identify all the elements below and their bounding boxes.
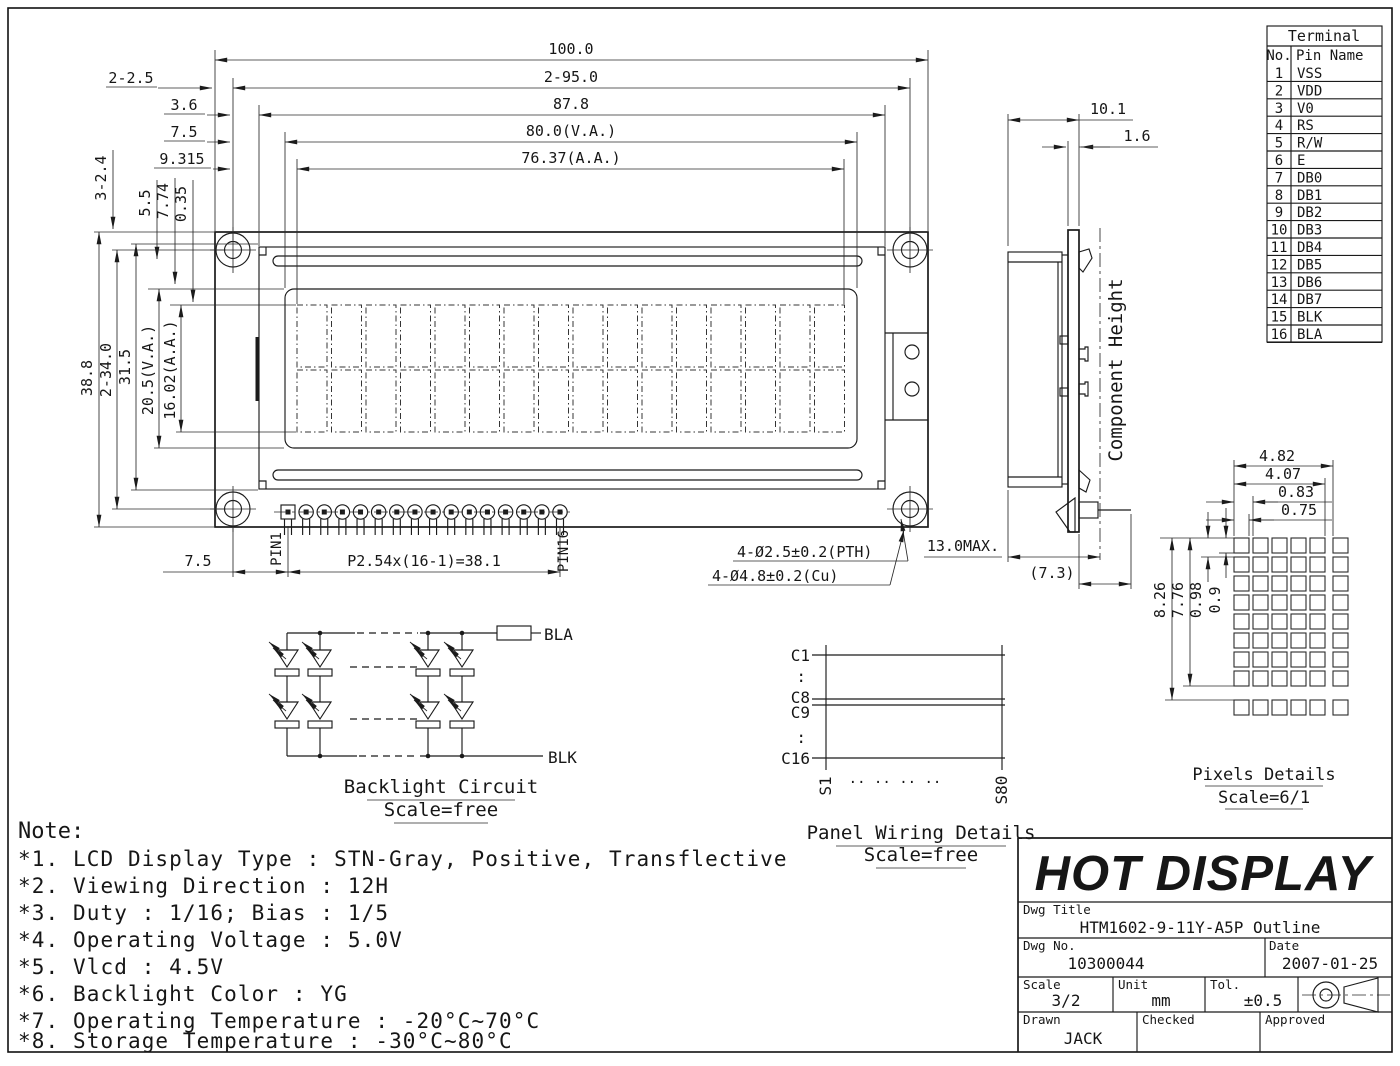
led-light-arrow xyxy=(410,642,424,654)
terminal-pin-no: 15 xyxy=(1270,309,1288,326)
dim-bezel-offset: 3.6 xyxy=(170,96,198,114)
pixel-dot xyxy=(1310,557,1325,572)
terminal-pin-no: 2 xyxy=(1274,83,1284,100)
dwg-title-value: HTM1602-9-11Y-A5P Outline xyxy=(1079,918,1321,937)
character-cell xyxy=(539,305,569,367)
viewing-area xyxy=(285,289,857,448)
backlight-cathode-label: BLK xyxy=(548,748,577,767)
terminal-pin-name: RS xyxy=(1297,118,1314,135)
dim-top-2: 7.74 xyxy=(154,182,172,220)
dim-width-overall: 100.0 xyxy=(548,40,594,58)
character-cell xyxy=(366,370,396,432)
pixel-dot xyxy=(1272,595,1287,610)
dim-pin-offset: 7.5 xyxy=(184,552,212,570)
pixels-detail xyxy=(1151,447,1348,809)
pixel-dot xyxy=(1310,700,1325,715)
dim-height-overall: 38.8 xyxy=(78,359,96,397)
pixels-title: Pixels Details xyxy=(1192,765,1336,785)
pixel-dot xyxy=(1333,557,1348,572)
pin-hole xyxy=(412,510,417,515)
terminal-pin-no: 5 xyxy=(1274,135,1284,152)
drawn-value: JACK xyxy=(1063,1029,1103,1048)
dim-depth: 10.1 xyxy=(1089,100,1127,118)
pixel-dot xyxy=(1291,576,1306,591)
pixel-dot xyxy=(1310,538,1325,553)
tol-value: ±0.5 xyxy=(1243,991,1283,1010)
character-cells xyxy=(297,305,845,432)
pixel-dot xyxy=(1291,538,1306,553)
pixel-dot xyxy=(1234,700,1249,715)
dim-top-1: 5.5 xyxy=(136,189,154,217)
terminal-pin-no: 8 xyxy=(1274,187,1284,204)
pixel-dot xyxy=(1253,700,1268,715)
checked-label: Checked xyxy=(1142,1012,1195,1027)
bezel-slot-top xyxy=(273,256,862,266)
character-cell xyxy=(297,305,327,367)
character-cell xyxy=(504,370,534,432)
front-view xyxy=(78,40,933,585)
character-cell xyxy=(780,370,810,432)
dim-dot-pitch-h: 0.83 xyxy=(1277,483,1315,501)
dim-char-height: 7.76 xyxy=(1169,581,1187,619)
terminal-pin-name: BLA xyxy=(1297,327,1323,343)
led-light-arrow xyxy=(444,642,458,654)
pixel-dot xyxy=(1333,595,1348,610)
pixel-dot xyxy=(1253,557,1268,572)
terminal-table xyxy=(1266,26,1382,343)
character-cell xyxy=(539,370,569,432)
dim-va-offset: 7.5 xyxy=(170,123,198,141)
pixel-grid xyxy=(1234,538,1348,715)
note-item: *1. LCD Display Type : STN-Gray, Positive, Transflective xyxy=(18,847,788,871)
pixel-dot xyxy=(1333,633,1348,648)
panel-dots-1: : xyxy=(796,667,806,686)
terminal-pin-name: VSS xyxy=(1297,66,1323,82)
retaining-pin-2 xyxy=(1079,382,1088,396)
panel-s1: S1 xyxy=(816,776,835,796)
pixel-dot xyxy=(1234,633,1249,648)
approved-label: Approved xyxy=(1265,1012,1326,1027)
pixel-dot xyxy=(1234,671,1249,686)
dim-height-va: 20.5(V.A.) xyxy=(139,324,157,416)
terminal-pin-name: DB7 xyxy=(1297,292,1323,309)
terminal-col-name: Pin Name xyxy=(1296,48,1364,64)
terminal-pin-no: 4 xyxy=(1274,118,1284,135)
dim-height-bezel: 31.5 xyxy=(116,348,134,386)
connector-pins xyxy=(281,505,567,535)
led-symbol xyxy=(451,650,473,667)
note-item: *6. Backlight Color : YG xyxy=(18,982,348,1006)
front-view-dimensions-left xyxy=(78,232,296,527)
terminal-pin-no: 10 xyxy=(1270,222,1288,239)
dim-dot-width: 0.75 xyxy=(1280,501,1318,519)
terminal-pin-name: BLK xyxy=(1297,309,1323,326)
bezel-frame xyxy=(257,247,885,489)
bezel-hook-top xyxy=(1079,249,1092,272)
panel-wiring xyxy=(781,645,1035,868)
dim-width-bezel: 87.8 xyxy=(552,95,590,113)
character-cell xyxy=(401,370,431,432)
callout-pth: 4-Ø2.5±0.2(PTH) xyxy=(737,543,873,561)
character-cell xyxy=(642,305,672,367)
pixel-dot xyxy=(1272,576,1287,591)
wire-junction xyxy=(460,631,465,636)
pixel-dot xyxy=(1310,614,1325,629)
led-symbol xyxy=(276,650,298,667)
pixel-dot xyxy=(1272,538,1287,553)
panel-scale: Scale=free xyxy=(863,844,979,866)
character-cell xyxy=(608,370,638,432)
front-view-dimensions-bottom xyxy=(163,519,908,585)
led-light-arrow xyxy=(302,694,316,706)
dim-width-va: 80.0(V.A.) xyxy=(525,122,617,140)
panel-s80: S80 xyxy=(992,775,1011,805)
character-cell xyxy=(332,305,362,367)
terminal-pin-no: 1 xyxy=(1274,66,1284,82)
component-height-label: Component Height xyxy=(1105,278,1127,462)
character-cell xyxy=(815,305,845,367)
dwg-title-label: Dwg Title xyxy=(1023,902,1091,917)
pixel-dot xyxy=(1253,595,1268,610)
character-cell xyxy=(573,370,603,432)
terminal-pin-name: DB3 xyxy=(1297,222,1323,239)
pixel-dot xyxy=(1333,700,1348,715)
character-cell xyxy=(677,305,707,367)
mounting-holes xyxy=(210,227,933,532)
pixel-dot xyxy=(1234,557,1249,572)
terminal-pin-no: 7 xyxy=(1274,170,1284,187)
led-symbols xyxy=(269,631,474,759)
character-cell xyxy=(746,370,776,432)
led-light-arrow xyxy=(410,694,424,706)
dim-hole-offset: 2-2.5 xyxy=(108,69,154,87)
pixel-dot xyxy=(1253,671,1268,686)
pixel-dot xyxy=(1291,614,1306,629)
tol-label: Tol. xyxy=(1210,977,1241,992)
dim-back: (7.3) xyxy=(1029,564,1075,582)
character-cell xyxy=(573,305,603,367)
character-cell xyxy=(642,370,672,432)
scale-value: 3/2 xyxy=(1051,991,1081,1010)
character-cell xyxy=(366,305,396,367)
pixel-dot xyxy=(1333,614,1348,629)
wire-junction xyxy=(426,631,431,636)
wire-junction xyxy=(460,754,465,759)
dim-pcb: 1.6 xyxy=(1123,127,1151,145)
dim-char-pitch-v: 8.26 xyxy=(1151,581,1169,619)
pixel-dot xyxy=(1310,633,1325,648)
terminal-pin-no: 12 xyxy=(1270,257,1288,274)
panel-c9: C9 xyxy=(790,703,810,722)
terminal-pin-name: DB5 xyxy=(1297,257,1323,274)
pixel-dot xyxy=(1291,671,1306,686)
character-cell xyxy=(332,370,362,432)
pin-hole xyxy=(394,510,399,515)
pixel-dot xyxy=(1253,576,1268,591)
character-cell xyxy=(815,370,845,432)
pixel-dot xyxy=(1291,633,1306,648)
wire-junction xyxy=(318,631,323,636)
led-light-arrow xyxy=(444,694,458,706)
pixel-dot xyxy=(1291,557,1306,572)
terminal-rows xyxy=(1267,66,1382,343)
note-item: *2. Viewing Direction : 12H xyxy=(18,874,390,898)
note-item: *3. Duty : 1/16; Bias : 1/5 xyxy=(18,901,390,925)
pixel-dot xyxy=(1310,595,1325,610)
bezel-slot-bottom xyxy=(273,470,862,480)
pixel-dot xyxy=(1272,557,1287,572)
pixel-dot xyxy=(1234,652,1249,667)
terminal-pin-no: 3 xyxy=(1274,100,1284,117)
terminal-pin-name: V0 xyxy=(1297,100,1314,117)
terminal-pin-name: DB0 xyxy=(1297,170,1323,187)
terminal-pin-name: VDD xyxy=(1297,83,1323,100)
solder-fillet xyxy=(1056,498,1075,532)
character-cell xyxy=(780,305,810,367)
panel-title: Panel Wiring Details xyxy=(806,822,1036,844)
pcb-outline xyxy=(215,232,928,527)
pixel-dot xyxy=(1333,671,1348,686)
pixel-dot xyxy=(1310,671,1325,686)
projection-symbol xyxy=(1302,978,1390,1012)
terminal-pin-no: 16 xyxy=(1270,327,1288,343)
note-item: *4. Operating Voltage : 5.0V xyxy=(18,928,403,952)
character-cell xyxy=(470,370,500,432)
dwg-no-label: Dwg No. xyxy=(1023,938,1076,953)
character-cell xyxy=(401,305,431,367)
dim-height-holes: 2-34.0 xyxy=(97,342,115,398)
terminal-pin-no: 9 xyxy=(1274,205,1284,222)
dim-aa-offset: 9.315 xyxy=(159,150,205,168)
pin16-label: PIN16 xyxy=(556,529,572,573)
pixel-dot xyxy=(1272,671,1287,686)
led-light-arrow xyxy=(269,642,283,654)
character-cell xyxy=(711,370,741,432)
pixel-dot xyxy=(1234,576,1249,591)
backlight-resistor xyxy=(497,626,531,640)
led-light-arrow xyxy=(269,694,283,706)
backlight-scale: Scale=free xyxy=(383,799,499,821)
terminal-pin-name: E xyxy=(1297,153,1306,169)
led-symbol xyxy=(417,650,439,667)
dim-pin-pitch: P2.54x(16-1)=38.1 xyxy=(347,552,501,570)
company-logo: HOT DISPLAY xyxy=(1034,847,1372,901)
dim-dot-pitch-v: 0.98 xyxy=(1187,581,1205,619)
pixel-dot xyxy=(1253,652,1268,667)
note-item: *8. Storage Temperature : -30°C~80°C xyxy=(18,1029,513,1053)
right-tab xyxy=(885,333,928,420)
terminal-pin-name: R/W xyxy=(1297,135,1323,152)
pixel-dot xyxy=(1253,633,1268,648)
pixels-scale: Scale=6/1 xyxy=(1217,788,1311,808)
pixel-dot xyxy=(1272,652,1287,667)
character-cell xyxy=(470,305,500,367)
terminal-pin-no: 14 xyxy=(1270,292,1288,309)
terminal-pin-no: 13 xyxy=(1270,274,1288,291)
dim-char-width: 4.07 xyxy=(1264,465,1302,483)
panel-c1: C1 xyxy=(790,646,810,665)
terminal-pin-no: 11 xyxy=(1270,240,1288,256)
pixel-dot xyxy=(1310,576,1325,591)
bezel-hook-bottom xyxy=(1079,470,1090,492)
pixel-dot xyxy=(1234,614,1249,629)
pixel-dot xyxy=(1272,614,1287,629)
terminal-col-no: No. xyxy=(1266,48,1292,64)
led-symbol xyxy=(451,702,473,719)
terminal-pin-no: 6 xyxy=(1274,153,1284,169)
panel-c16: C16 xyxy=(781,749,810,768)
pixel-dot xyxy=(1234,595,1249,610)
unit-value: mm xyxy=(1151,991,1171,1010)
front-view-dimensions-top xyxy=(92,40,928,304)
led-symbol xyxy=(417,702,439,719)
pixel-dot xyxy=(1333,538,1348,553)
dim-top-3: 0.35 xyxy=(172,185,190,223)
pixel-dot xyxy=(1272,700,1287,715)
terminal-pin-name: DB2 xyxy=(1297,205,1323,222)
terminal-pin-name: DB6 xyxy=(1297,274,1323,291)
notes-heading: Note: xyxy=(18,819,85,844)
callout-cu: 4-Ø4.8±0.2(Cu) xyxy=(712,567,839,585)
unit-label: Unit xyxy=(1118,977,1149,992)
character-cell xyxy=(608,305,638,367)
pcb-side xyxy=(1068,230,1079,532)
dim-width-holes: 2-95.0 xyxy=(543,68,599,86)
notes xyxy=(18,819,788,1053)
dim-dot-height: 0.9 xyxy=(1206,586,1224,614)
terminal-pin-name: DB1 xyxy=(1297,187,1323,204)
panel-c8: C8 xyxy=(790,688,810,707)
title-block xyxy=(1018,838,1392,1052)
character-cell xyxy=(435,305,465,367)
led-symbol xyxy=(309,702,331,719)
pixel-dot xyxy=(1291,652,1306,667)
pin1-label: PIN1 xyxy=(269,532,285,566)
note-item: *7. Operating Temperature : -20°C~70°C xyxy=(18,1009,541,1033)
pixel-dot xyxy=(1234,538,1249,553)
drawn-label: Drawn xyxy=(1023,1012,1061,1027)
dim-height-aa: 16.02(A.A.) xyxy=(161,320,179,420)
character-cell xyxy=(297,370,327,432)
character-cell xyxy=(504,305,534,367)
wire-junction xyxy=(318,754,323,759)
character-cell xyxy=(435,370,465,432)
led-symbol xyxy=(309,650,331,667)
pixel-dot xyxy=(1291,700,1306,715)
panel-dots-2: : xyxy=(796,728,806,747)
dim-char-pitch-h: 4.82 xyxy=(1258,447,1296,465)
backlight-circuit xyxy=(269,625,577,823)
backlight-anode-label: BLA xyxy=(544,625,573,644)
character-cell xyxy=(746,305,776,367)
pixel-dot xyxy=(1253,538,1268,553)
date-value: 2007-01-25 xyxy=(1281,954,1379,973)
pixel-dot xyxy=(1333,576,1348,591)
note-item: *5. Vlcd : 4.5V xyxy=(18,955,225,979)
pixel-dot xyxy=(1310,652,1325,667)
dwg-no-value: 10300044 xyxy=(1067,954,1145,973)
character-cell xyxy=(711,305,741,367)
terminal-pin-name: DB4 xyxy=(1297,240,1323,256)
dim-corner: 3-2.4 xyxy=(92,155,110,201)
retaining-pin-1 xyxy=(1079,347,1088,361)
pixel-dot xyxy=(1253,614,1268,629)
side-view xyxy=(924,100,1158,589)
pixel-dot xyxy=(1291,595,1306,610)
terminal-title: Terminal xyxy=(1287,27,1361,45)
panel-s-dots: .. .. .. .. xyxy=(848,771,942,787)
pixel-dot xyxy=(1272,633,1287,648)
dim-max: 13.0MAX. xyxy=(926,537,1000,555)
pixel-dot xyxy=(1333,652,1348,667)
dim-width-aa: 76.37(A.A.) xyxy=(521,149,621,167)
backlight-title: Backlight Circuit xyxy=(343,776,539,798)
led-light-arrow xyxy=(302,642,316,654)
led-symbol xyxy=(276,702,298,719)
scale-label: Scale xyxy=(1023,977,1061,992)
wire-junction xyxy=(426,754,431,759)
date-label: Date xyxy=(1269,938,1300,953)
character-cell xyxy=(677,370,707,432)
